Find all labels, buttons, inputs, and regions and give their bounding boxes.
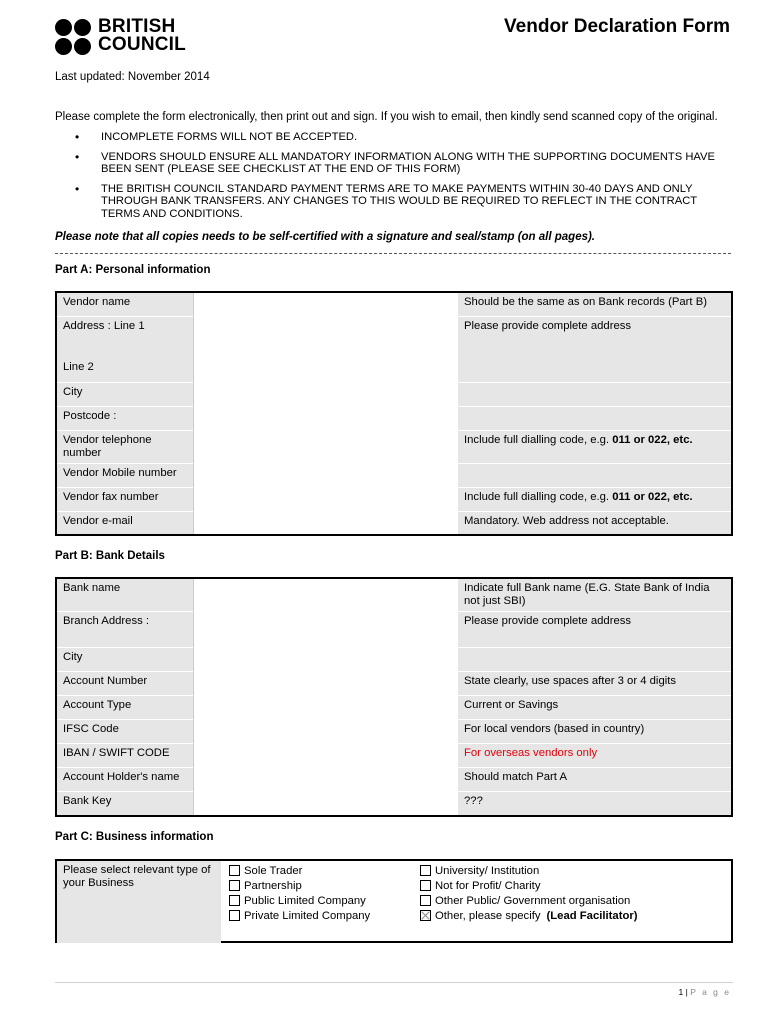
fax-note-codes: 011 or 022, etc.	[612, 490, 693, 503]
fax-field[interactable]	[194, 487, 459, 511]
mobile-label: Vendor Mobile number	[56, 463, 194, 487]
telephone-note	[458, 430, 732, 463]
account-type-label: Account Type	[56, 696, 194, 720]
telephone-note-text: Include full dialling code, e.g.	[464, 433, 613, 446]
bullet-list	[55, 131, 735, 227]
city-field[interactable]	[194, 382, 459, 406]
option-label: Not for Profit/ Charity	[435, 879, 541, 892]
city-label: City	[56, 382, 194, 406]
certification-note: Please note that all copies needs to be self-certified with a signature and seal/stamp (on all pages).	[55, 231, 596, 243]
logo-dots-icon	[55, 19, 93, 57]
email-note: Mandatory. Web address not acceptable.	[458, 511, 732, 535]
account-type-field[interactable]	[194, 696, 459, 720]
checkbox[interactable]	[229, 865, 240, 876]
telephone-field[interactable]	[194, 430, 459, 463]
address-label	[56, 316, 194, 382]
checkbox[interactable]	[420, 895, 431, 906]
part-c-table	[55, 859, 733, 943]
fax-note-text: Include full dialling code, e.g.	[464, 490, 613, 503]
bank-city-label: City	[56, 648, 194, 672]
vendor-name-field[interactable]	[194, 292, 459, 316]
bank-key-field[interactable]	[194, 792, 459, 816]
british-council-logo	[55, 16, 195, 59]
vendor-name-label: Vendor name	[56, 292, 194, 316]
page-footer	[679, 987, 732, 997]
option-label: Sole Trader	[244, 864, 303, 877]
ifsc-field[interactable]	[194, 720, 459, 744]
checkbox[interactable]	[420, 865, 431, 876]
postcode-note	[458, 406, 732, 430]
option-label: Other Public/ Government organisation	[435, 894, 631, 907]
logo-line-1: BRITISH	[98, 16, 176, 37]
iban-field[interactable]	[194, 744, 459, 768]
address-note: Please provide complete address	[458, 316, 732, 382]
bank-city-note	[458, 648, 732, 672]
part-a-table	[55, 291, 733, 536]
part-a-title: Part A: Personal information	[55, 264, 211, 276]
account-type-note: Current or Savings	[458, 696, 732, 720]
page-number: 1	[678, 987, 684, 997]
postcode-field[interactable]	[194, 406, 459, 430]
postcode-label: Postcode :	[56, 406, 194, 430]
page-separator: |	[685, 987, 688, 997]
page-word: P a g e	[690, 987, 731, 997]
account-holder-field[interactable]	[194, 768, 459, 792]
logo-text	[98, 18, 186, 54]
option-public-limited[interactable]	[229, 893, 370, 908]
address-field[interactable]	[194, 316, 459, 382]
option-label: Public Limited Company	[244, 894, 366, 907]
dashed-divider	[55, 253, 731, 254]
mobile-field[interactable]	[194, 463, 459, 487]
option-partnership[interactable]	[229, 878, 370, 893]
option-label: Other, please specify	[435, 909, 541, 922]
part-b-table	[55, 577, 733, 817]
bank-key-label: Bank Key	[56, 792, 194, 816]
business-type-label: Please select relevant type of your Business	[57, 861, 221, 943]
checkbox[interactable]	[229, 895, 240, 906]
address-line1-label: Address : Line 1	[63, 319, 145, 332]
account-number-note: State clearly, use spaces after 3 or 4 digits	[458, 672, 732, 696]
account-holder-note: Should match Part A	[458, 768, 732, 792]
bullet-item: • VENDORS SHOULD ENSURE ALL MANDATORY INFORMATION ALONG WITH THE SUPPORTING DOCUMENTS HAVE BEEN SENT (PLEASE SEE CHECKLIST AT THE END OF THIS FORM)	[55, 151, 735, 176]
vendor-name-note: Should be the same as on Bank records (Part B)	[458, 292, 732, 316]
fax-label: Vendor fax number	[56, 487, 194, 511]
iban-note: For overseas vendors only	[458, 744, 732, 768]
bullet-item: • THE BRITISH COUNCIL STANDARD PAYMENT TERMS ARE TO MAKE PAYMENTS WITHIN 30-40 DAYS AND ONLY THROUGH BANK TRANSFERS. ANY CHANGES TO THIS WOULD BE REQUIRED TO REFLECT IN THE CONTRACT TERMS AND CONDITIONS.	[55, 183, 735, 221]
checkbox-checked[interactable]	[420, 910, 431, 921]
account-number-label: Account Number	[56, 672, 194, 696]
fax-note	[458, 487, 732, 511]
last-updated: Last updated: November 2014	[55, 71, 210, 83]
page-title: Vendor Declaration Form	[504, 16, 730, 37]
city-note	[458, 382, 732, 406]
option-university[interactable]	[420, 863, 638, 878]
intro-text: Please complete the form electronically, then print out and sign. If you wish to email, then kindly send scanned copy of the original.	[55, 111, 718, 123]
bullet-item: • INCOMPLETE FORMS WILL NOT BE ACCEPTED.	[55, 131, 735, 144]
option-label: University/ Institution	[435, 864, 540, 877]
branch-address-label: Branch Address :	[56, 612, 194, 648]
checkbox[interactable]	[229, 880, 240, 891]
bank-city-field[interactable]	[194, 648, 459, 672]
telephone-note-codes: 011 or 022, etc.	[612, 433, 693, 446]
bank-name-note: Indicate full Bank name (E.G. State Bank of India not just SBI)	[458, 578, 732, 612]
bank-name-field[interactable]	[194, 578, 459, 612]
address-line2-label: Line 2	[63, 360, 94, 373]
ifsc-label: IFSC Code	[56, 720, 194, 744]
option-sole-trader[interactable]	[229, 863, 370, 878]
ifsc-note: For local vendors (based in country)	[458, 720, 732, 744]
account-number-field[interactable]	[194, 672, 459, 696]
email-label: Vendor e-mail	[56, 511, 194, 535]
option-public-government[interactable]	[420, 893, 638, 908]
branch-address-note: Please provide complete address	[458, 612, 732, 648]
logo-line-2: COUNCIL	[98, 34, 186, 55]
business-type-options-right	[420, 863, 638, 923]
iban-label: IBAN / SWIFT CODE	[56, 744, 194, 768]
checkbox[interactable]	[229, 910, 240, 921]
business-type-options-left	[229, 863, 370, 923]
option-label: Private Limited Company	[244, 909, 371, 922]
mobile-note	[458, 463, 732, 487]
email-field[interactable]	[194, 511, 459, 535]
account-holder-label: Account Holder's name	[56, 768, 194, 792]
other-specify-value: (Lead Facilitator)	[546, 909, 638, 922]
checkbox[interactable]	[420, 880, 431, 891]
branch-address-field[interactable]	[194, 612, 459, 648]
bank-key-note: ???	[458, 792, 732, 816]
part-b-title: Part B: Bank Details	[55, 550, 165, 562]
bank-name-label: Bank name	[56, 578, 194, 612]
part-c-title: Part C: Business information	[55, 831, 214, 843]
footer-divider	[55, 982, 733, 983]
option-private-limited[interactable]	[229, 908, 370, 923]
option-other[interactable]	[420, 908, 638, 923]
telephone-label: Vendor telephone number	[56, 430, 194, 463]
option-not-for-profit[interactable]	[420, 878, 638, 893]
option-label: Partnership	[244, 879, 302, 892]
